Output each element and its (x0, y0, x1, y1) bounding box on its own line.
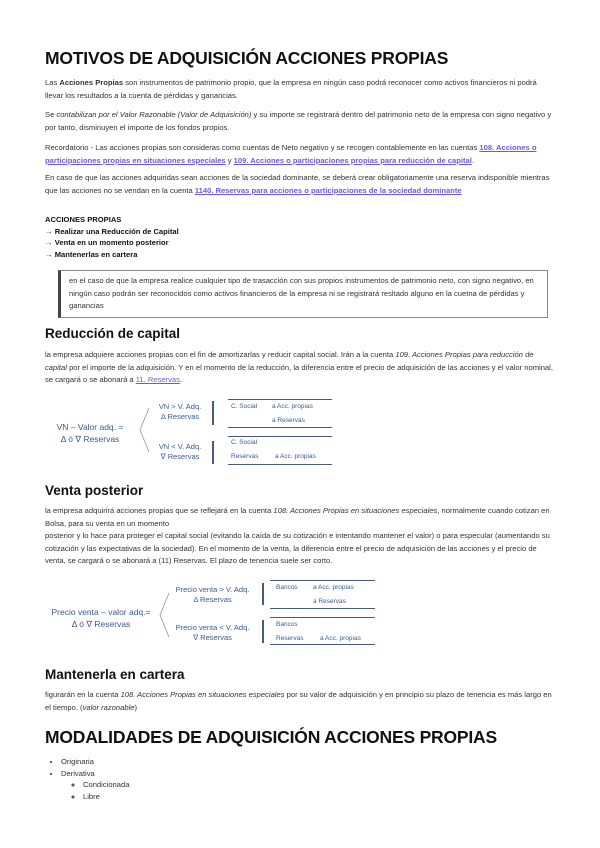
section-heading-reduccion: Reducción de capital (45, 326, 181, 341)
text: Δ Reservas (160, 412, 200, 421)
text: Precio venta > V. Adq. (175, 585, 250, 594)
section-heading-cartera: Mantenerla en cartera (45, 667, 185, 682)
modalidades-list (45, 756, 129, 802)
bracket (212, 441, 214, 464)
entry-text: a Acc. propias (272, 403, 313, 410)
text: Precio venta < V. Adq. (175, 623, 250, 632)
text: ) (134, 702, 138, 712)
section-heading-venta: Venta posterior (45, 483, 144, 498)
diagram-left-label (46, 606, 156, 630)
text: Las (45, 78, 60, 87)
entry-text: Bancos (276, 584, 298, 591)
diagram-left-label (46, 421, 134, 445)
text: Δ Reservas (193, 595, 232, 604)
text: . (471, 155, 474, 165)
list-heading: ACCIONES PROPIAS (45, 215, 122, 224)
text: posterior y lo hace para proteger el capital social (evitando la caída de su cotización e intentando mantener el valor) o para especular (aumentando su cotización y las expectativas de la sociedad). En el momento de la venta, la diferencia entre el precio de adquisición de las acciones y el precio de venta, se cargará o se abonará a (11) Reservas. El plazo de tenencia suele ser corto. (45, 531, 550, 565)
paragraph-intro (45, 77, 557, 102)
entry-text: a Acc. propias (275, 453, 316, 460)
text: , normalmente cuando cotizan en Bolsa, para su venta en un momento (45, 506, 550, 528)
italic-text: contabilizan por el Valor Razonable (Valor de Adquisición) (56, 110, 252, 119)
list-item (61, 768, 129, 803)
main-heading: MOTIVOS DE ADQUISICIÓN ACCIONES PROPIAS (45, 48, 449, 68)
entry-text: C. Social (231, 403, 258, 410)
entry-text: a Acc. propias (313, 584, 354, 591)
branch-arrows-icon (155, 590, 175, 640)
entry-text: Bancos (276, 621, 298, 628)
text: Δ ó ∇ Reservas (71, 619, 131, 629)
text: ∇ Reservas (160, 452, 200, 461)
paragraph-reminder (45, 142, 557, 167)
italic-text: 109. Acciones Propias para reducción de capital (45, 350, 534, 372)
paragraph-valuation (45, 109, 557, 134)
text: por su valor de adquisición y en principio su plazo de tenencia es más largo en el tiempo. ( (45, 690, 552, 712)
divider (228, 464, 332, 465)
branch-top (170, 585, 255, 605)
text: y (225, 155, 234, 165)
list-item: → Mantenerlas en cartera (45, 249, 138, 259)
entry-text: Reservas (231, 453, 259, 460)
callout-box: en el caso de que la empresa realice cualquier tipo de trasacción con sus propios instrumentos de patrimonio neto, con signo negativo, en ningún caso podrán ser reconocidos como activos financieros de la empresa ni se registrará resltado alguno en la cuetna de pérdidas y ganancias (58, 270, 548, 318)
italic-text: 108. Acciones Propias en situaciones especiales (273, 506, 438, 515)
bracket (212, 401, 214, 425)
divider (270, 644, 375, 645)
italic-text: valor razonable (82, 702, 135, 712)
link-1140[interactable]: 1140. Reservas para acciones o participaciones de la sociedad dominante (194, 185, 462, 195)
text: Δ ó ∇ Reservas (60, 434, 120, 444)
divider (270, 580, 375, 581)
entry-text: Reservas (276, 635, 304, 642)
text: la empresa adquiere acciones propias con el fin de amortizarlas y reducir capital social. Irán a la cuenta (45, 350, 396, 359)
text: ∇ Reservas (193, 633, 232, 642)
paragraph-venta (45, 505, 557, 568)
modalidades-heading: MODALIDADES DE ADQUISICIÓN ACCIONES PROPIAS (45, 727, 497, 747)
link-109[interactable]: 109. Acciones o participaciones propias para reducción de capital (233, 155, 472, 165)
bracket (262, 583, 264, 605)
divider (270, 608, 375, 609)
text: son instrumentos de patrimonio propio, que la empresa en ningún caso podrá reconocer como activos financieros ni podrá llevar los resultados a la cuenta de pérdidas y ganancias. (45, 78, 537, 100)
branch-arrows-icon (135, 405, 155, 455)
list-item: → Venta en un momento posterior (45, 238, 169, 247)
text: Recordatorio - Las acciones propias son consideras como cuentas de Neto negativo y se recogen contablemente en las cuentas (45, 143, 480, 152)
link-108[interactable]: 108. Acciones o participaciones propias en situaciones especiales (45, 143, 537, 165)
divider (228, 427, 332, 428)
list-item (83, 779, 129, 791)
text: Precio venta – valor adq.= (51, 607, 151, 617)
branch-bottom (170, 623, 255, 643)
acciones-propias-list (45, 214, 179, 260)
text: VN < V. Adq. (158, 442, 202, 451)
text: Originaria (61, 757, 94, 766)
list-item: → Realizar una Reducción de Capital (45, 226, 179, 236)
bracket (262, 620, 264, 643)
entry-text: C. Social (231, 439, 258, 446)
divider (228, 436, 332, 437)
paragraph-cartera (45, 689, 557, 714)
text: la empresa adquirirá acciones propias que se reflejará en la cuenta (45, 506, 274, 515)
text: por el importe de la adquisición. Y en el momento de la reducción, la diferencia entre el precio de adquisición de las acciones y el valor nominal, se cargará o se abonará a (45, 362, 553, 384)
entry-text: a Reservas (272, 417, 305, 424)
paragraph-reduccion (45, 349, 557, 387)
bold-text: Acciones Propias (59, 78, 124, 87)
entry-text: a Acc. propias (320, 635, 361, 642)
text: Libre (83, 791, 100, 801)
branch-top (150, 402, 210, 422)
list-item (61, 756, 129, 768)
text: En caso de que las acciones adquiridas sean acciones de la sociedad dominante, se deberá crear obligatoriamente una reserva indisponible mientras que las acciones no se vendan en la cuenta (45, 173, 550, 195)
branch-bottom (150, 442, 210, 462)
link-reservas[interactable]: 11. Reservas (135, 375, 180, 384)
text: y su importe se registrará dentro del patrimonio neto de la empresa con signo negativo y por tanto, disminuyen el importe de los fondos propios. (45, 110, 552, 132)
list-item (83, 791, 129, 803)
paragraph-dominant (45, 172, 557, 197)
text: figurarán en la cuenta (45, 690, 121, 699)
italic-text: 108. Acciones Propias en situaciones especiales (120, 690, 285, 699)
divider (228, 399, 332, 400)
text: VN – Valor adq. = (56, 422, 124, 432)
text: Derivativa (61, 768, 95, 778)
text: . (179, 375, 183, 384)
divider (270, 617, 375, 618)
text: Condicionada (83, 780, 130, 789)
text: Se (45, 110, 57, 119)
text: VN > V. Adq. (158, 402, 202, 411)
entry-text: a Reservas (313, 598, 346, 605)
